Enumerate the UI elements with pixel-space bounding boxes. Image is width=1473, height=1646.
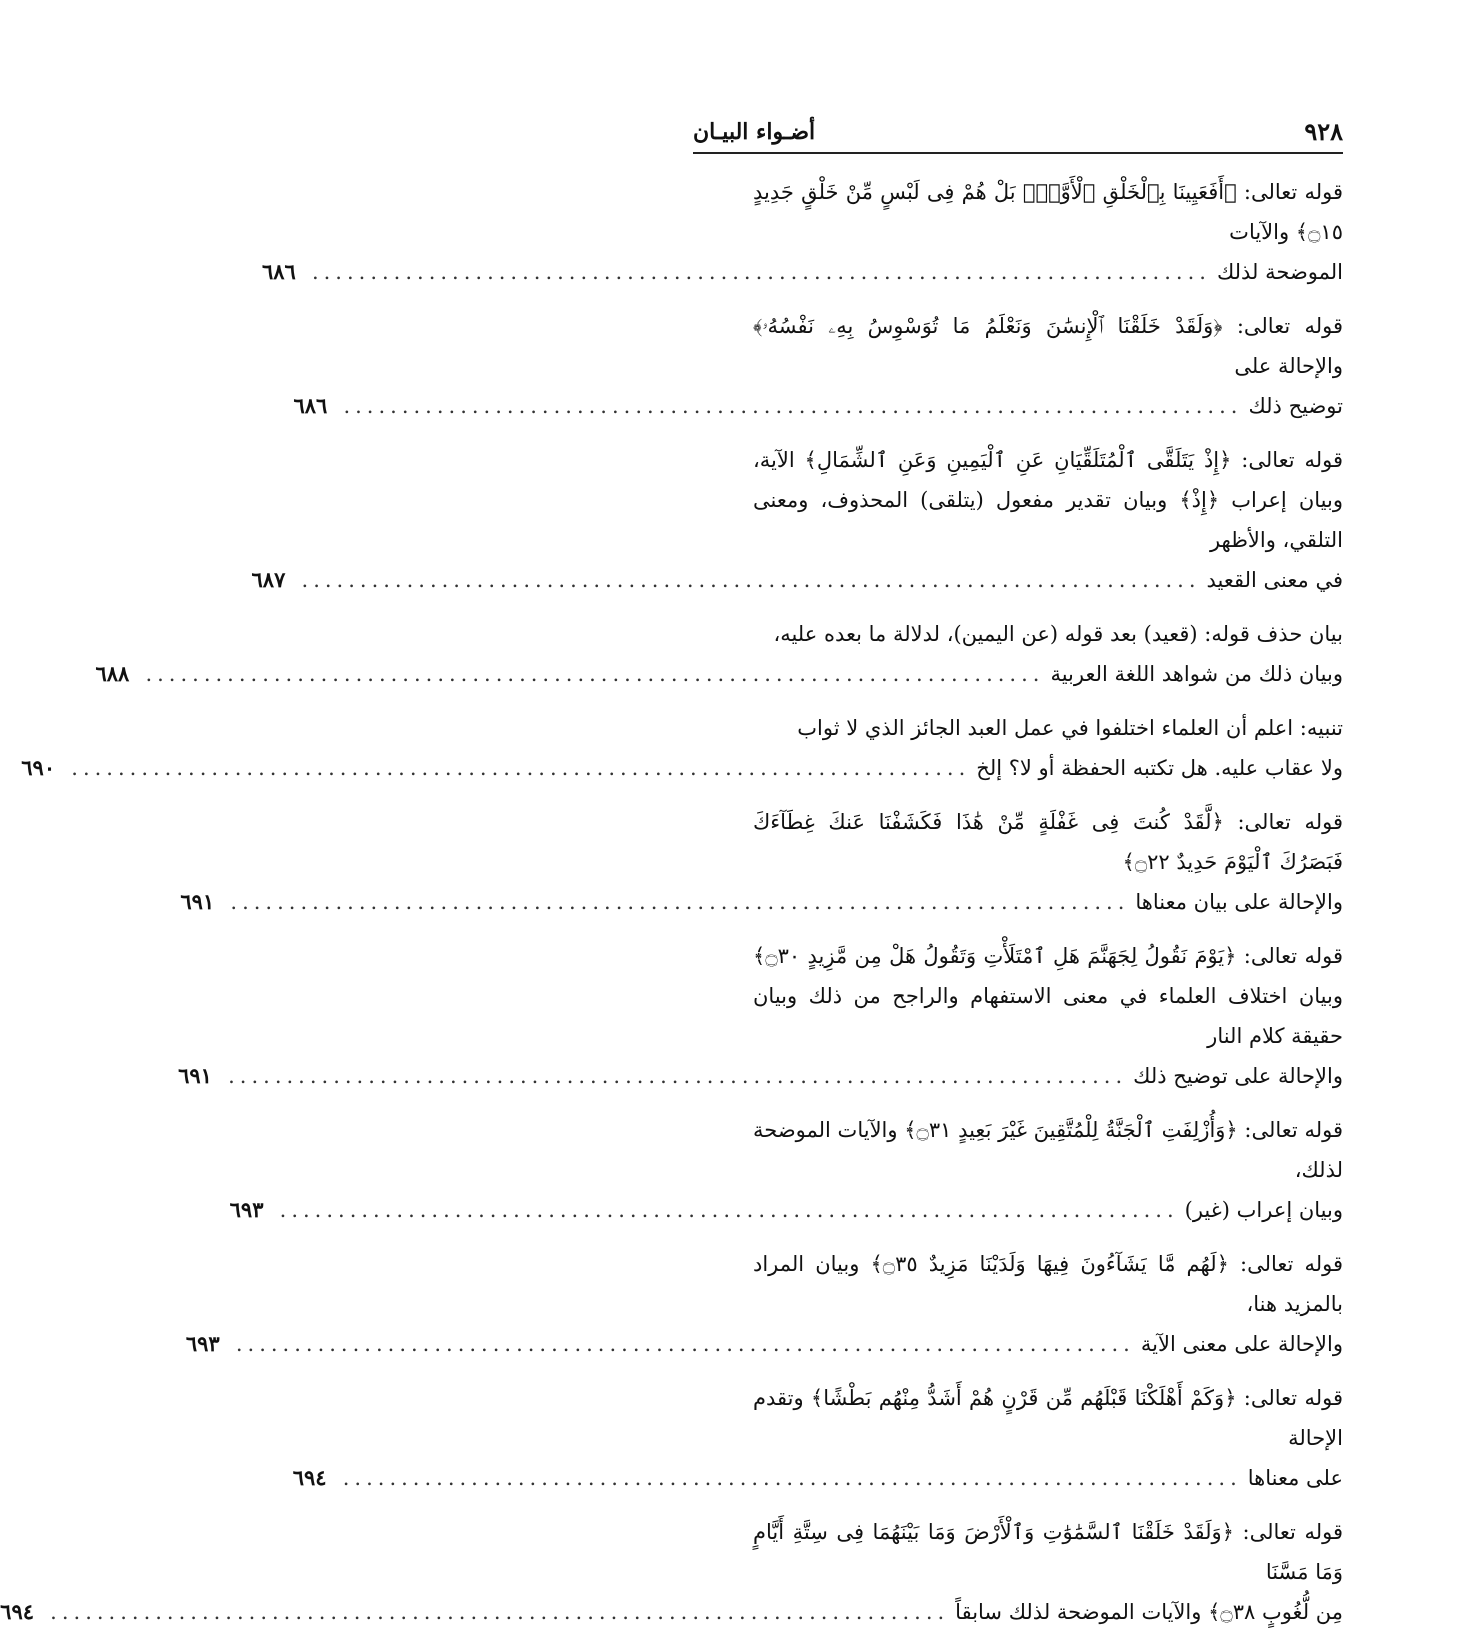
entry-last-text: في معنى القعيد bbox=[1206, 568, 1343, 592]
dot-leader: ............................................................................. bbox=[311, 260, 1211, 284]
entry-last-line bbox=[95, 654, 1343, 694]
index-entry bbox=[95, 614, 1343, 694]
entry-page-number: ٦٩٣ bbox=[185, 1331, 220, 1356]
entry-last-text: مِن لُّغُوبٍ ۝٣٨﴾ والآيات الموضحة لذلك سابقاً bbox=[955, 1600, 1343, 1624]
dot-leader: ............................................................................. bbox=[71, 756, 971, 780]
dot-leader: ............................................................................. bbox=[279, 1198, 1179, 1222]
index-entry bbox=[251, 440, 1343, 600]
index-entry bbox=[292, 1378, 1343, 1498]
entry-text: قوله تعالى: ﴿وَلَقَدْ خَلَقْنَا ٱلسَّمَٰوَٰتِ وَٱلْأَرْضَ وَمَا بَيْنَهُمَا فِى سِتَّةِ أَيَّامٍ وَمَا مَسَّنَا bbox=[753, 1520, 1343, 1584]
entry-last-line bbox=[0, 1592, 1343, 1632]
entry-last-line bbox=[21, 748, 1343, 788]
entry-last-line bbox=[292, 1458, 1343, 1498]
entry-last-text: توضيح ذلك bbox=[1248, 394, 1343, 418]
entry-text: بيان حذف قوله: (قعيد) بعد قوله (عن اليمين)، لدلالة ما بعده عليه، bbox=[773, 622, 1343, 646]
dot-leader: ............................................................................. bbox=[235, 1332, 1135, 1356]
index-entry bbox=[180, 802, 1343, 922]
dot-leader: ............................................................................. bbox=[342, 1466, 1242, 1490]
entry-last-text: الموضحة لذلك bbox=[1216, 260, 1343, 284]
entry-page-number: ٦٨٧ bbox=[251, 567, 286, 592]
index-entries bbox=[0, 172, 1343, 1632]
dot-leader: ............................................................................. bbox=[145, 662, 1045, 686]
page-number: ٩٢٨ bbox=[1304, 117, 1343, 146]
dot-leader: ............................................................................. bbox=[343, 394, 1243, 418]
entry-text: قوله تعالى: ﴿وَلَقَدْ خَلَقْنَا ٱلْإِنسَٰنَ وَنَعْلَمُ مَا تُوَسْوِسُ بِهِۦ نَفْسُهُۥ﴾ والإحالة على bbox=[753, 314, 1343, 378]
dot-leader: ............................................................................. bbox=[230, 890, 1130, 914]
entry-last-text: وبيان ذلك من شواهد اللغة العربية bbox=[1050, 662, 1343, 686]
entry-text: قوله تعالى: ﴿إِذْ يَتَلَقَّى ٱلْمُتَلَقِّيَانِ عَنِ ٱلْيَمِينِ وَعَنِ ٱلشِّمَالِ﴾ الآية، وبيان إعراب ﴿إِذْ﴾ وبيان تقدير مفعول (يتلقى) المحذوف، ومعنى التلقي، والأظهر bbox=[753, 448, 1343, 552]
entry-page-number: ٦٩٤ bbox=[292, 1465, 327, 1490]
entry-page-number: ٦٩١ bbox=[178, 1063, 212, 1088]
index-entry bbox=[261, 172, 1343, 292]
dot-leader: ............................................................................. bbox=[228, 1064, 1128, 1088]
entry-last-line bbox=[178, 1056, 1343, 1096]
entry-page-number: ٦٩٠ bbox=[21, 755, 56, 780]
entry-page-number: ٦٩١ bbox=[180, 889, 215, 914]
index-page bbox=[0, 116, 1343, 1646]
index-entry bbox=[178, 936, 1343, 1096]
entry-text: قوله تعالى: ﴿يَوْمَ نَقُولُ لِجَهَنَّمَ هَلِ ٱمْتَلَأْتِ وَتَقُولُ هَلْ مِن مَّزِيدٍ ۝٣٠﴾ وبيان اختلاف العلماء في معنى الاستفهام والراجح من ذلك وبيان حقيقة كلام النار bbox=[753, 944, 1343, 1048]
entry-last-text: والإحالة على توضيح ذلك bbox=[1133, 1064, 1343, 1088]
index-entry bbox=[185, 1244, 1343, 1364]
dot-leader: ............................................................................. bbox=[50, 1600, 950, 1624]
index-entry bbox=[0, 1512, 1343, 1632]
dot-leader: ............................................................................. bbox=[301, 568, 1201, 592]
entry-text: تنبيه: اعلم أن العلماء اختلفوا في عمل العبد الجائز الذي لا ثواب bbox=[797, 716, 1343, 740]
index-entry bbox=[21, 708, 1343, 788]
entry-last-text: على معناها bbox=[1247, 1466, 1343, 1490]
index-entry bbox=[229, 1110, 1343, 1230]
entry-last-text: والإحالة على بيان معناها bbox=[1135, 890, 1343, 914]
entry-last-text: والإحالة على معنى الآية bbox=[1140, 1332, 1343, 1356]
entry-page-number: ٦٨٦ bbox=[261, 259, 296, 284]
page-header bbox=[693, 116, 1343, 154]
entry-last-line bbox=[180, 882, 1343, 922]
running-title: أضـواء البيـان bbox=[693, 119, 816, 145]
entry-page-number: ٦٨٨ bbox=[95, 661, 130, 686]
entry-text: قوله تعالى: ﴿أَفَعَيِينَا بِٱلْخَلْقِ ٱلْأَوَّلِۚ بَلْ هُمْ فِى لَبْسٍ مِّنْ خَلْقٍ جَدِيدٍ ۝١٥﴾ والآيات bbox=[753, 180, 1343, 244]
entry-page-number: ٦٩٤ bbox=[0, 1599, 35, 1624]
entry-last-line bbox=[293, 386, 1343, 426]
entry-last-line bbox=[261, 252, 1343, 292]
entry-last-line bbox=[251, 560, 1343, 600]
index-entry bbox=[293, 306, 1343, 426]
entry-text: قوله تعالى: ﴿وَكَمْ أَهْلَكْنَا قَبْلَهُم مِّن قَرْنٍ هُمْ أَشَدُّ مِنْهُم بَطْشًا﴾ وتقدم الإحالة bbox=[753, 1386, 1343, 1450]
entry-text: قوله تعالى: ﴿لَهُم مَّا يَشَآءُونَ فِيهَا وَلَدَيْنَا مَزِيدٌ ۝٣٥﴾ وبيان المراد بالمزيد هنا، bbox=[753, 1252, 1343, 1316]
entry-last-line bbox=[229, 1190, 1343, 1230]
entry-last-line bbox=[185, 1324, 1343, 1364]
entry-last-text: وبيان إعراب (غير) bbox=[1184, 1198, 1343, 1222]
entry-page-number: ٦٩٣ bbox=[229, 1197, 264, 1222]
entry-last-text: ولا عقاب عليه. هل تكتبه الحفظة أو لا؟ إلخ bbox=[976, 756, 1343, 780]
entry-page-number: ٦٨٦ bbox=[293, 393, 328, 418]
entry-text: قوله تعالى: ﴿وَأُزْلِفَتِ ٱلْجَنَّةُ لِلْمُتَّقِينَ غَيْرَ بَعِيدٍ ۝٣١﴾ والآيات الموضحة لذلك، bbox=[753, 1118, 1343, 1182]
entry-text: قوله تعالى: ﴿لَّقَدْ كُنتَ فِى غَفْلَةٍ مِّنْ هَٰذَا فَكَشَفْنَا عَنكَ غِطَآءَكَ فَبَصَرُكَ ٱلْيَوْمَ حَدِيدٌ ۝٢٢﴾ bbox=[753, 810, 1343, 874]
